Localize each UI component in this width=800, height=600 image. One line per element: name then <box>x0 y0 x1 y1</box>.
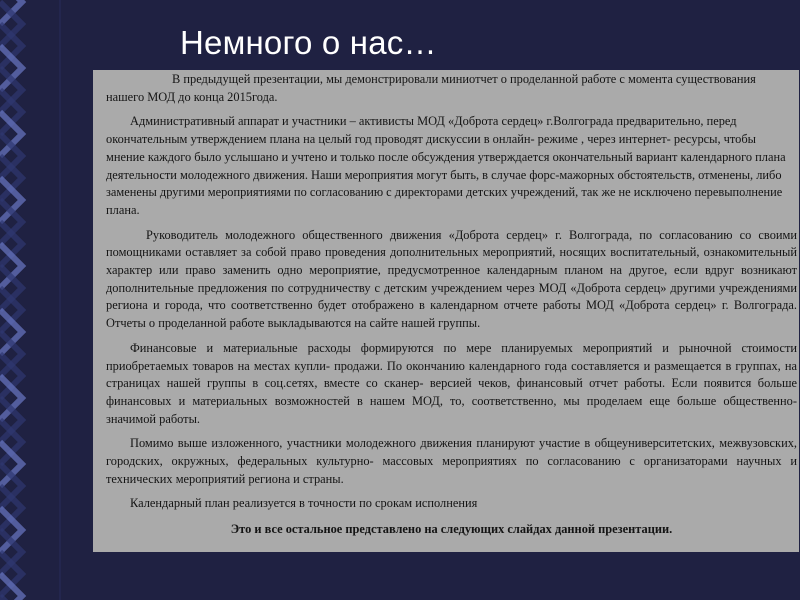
paragraph-leader: Руководитель молодежного общественного движения «Доброта сердец» г. Волгограда, по согласованию со своими помощниками оставляет за собой право проведения дополнительных мероприятий, носящих воспитательный, ознакомительный характер или право заменить одно мероприятие, предусмотренное календарным планом на другое, если вдруг возникают дополнительные предложения по сотрудничеству с детским учреждением через МОД «Доброта сердец» другими учреждениями региона и города, что соответственно будет отображено в календарном отчете работы МОД «Доброта сердец» г. Волгограда. Отчеты о проделанной работе выкладываются на сайте нашей группы. <box>106 227 797 331</box>
content-textbox <box>93 70 799 552</box>
paragraph-finance: Финансовые и материальные расходы формируются по мере планируемых мероприятий и рыночной стоимости приобретаемых товаров на местах купли- продажи. По окончанию календарного года составляется и размещается в группах, на страницах нашей группы в соц.сетях, вместе со сканер- версией чеков, финансовый отчет работы. Если появится больше финансовых и материальных возможностей в нашем МОД, то, соответственно, мы проделаем еще больше общественно- значимой работы. <box>106 340 797 426</box>
chevron-stripes <box>0 0 60 600</box>
closing-statement: Это и все остальное представлено на следующих слайдах данной презентации. <box>230 522 673 537</box>
paragraph-administration: Административный аппарат и участники – активисты МОД «Доброта сердец» г.Волгограда предварительно, перед окончательным утверждением плана на целый год проводят дискуссии в онлайн- режиме , через интернет- ресурсы, чтобы мнение каждого было услышано и учтено и только после обсуждения утверждается окончательный вариант календарного плана деятельности молодежного движения. Наши мероприятия могут быть, в случае форс-мажорных обстоятельств, отменены, либо заменены другими мероприятиями по согласованию с директорами детских учреждений, так же не исключено перевыполнение плана. <box>106 114 786 217</box>
paragraph-intro: В предыдущей презентации, мы демонстрировали миниотчет о проделанной работе с момента существования нашего МОД до конца 2015года. <box>106 72 756 104</box>
paragraph-calendar: Календарный план реализуется в точности по срокам исполнения <box>130 496 478 511</box>
paragraph-participation: Помимо выше изложенного, участники молодежного движения планируют участие в общеуниверситетских, межвузовских, городских, окружных, федеральных культурно- массовых мероприятиях по согласованию с организаторами научных и технических мероприятий региона и страны. <box>106 436 797 486</box>
decorative-chevrons <box>0 0 100 600</box>
slide-title: Немного о нас… <box>180 24 437 61</box>
